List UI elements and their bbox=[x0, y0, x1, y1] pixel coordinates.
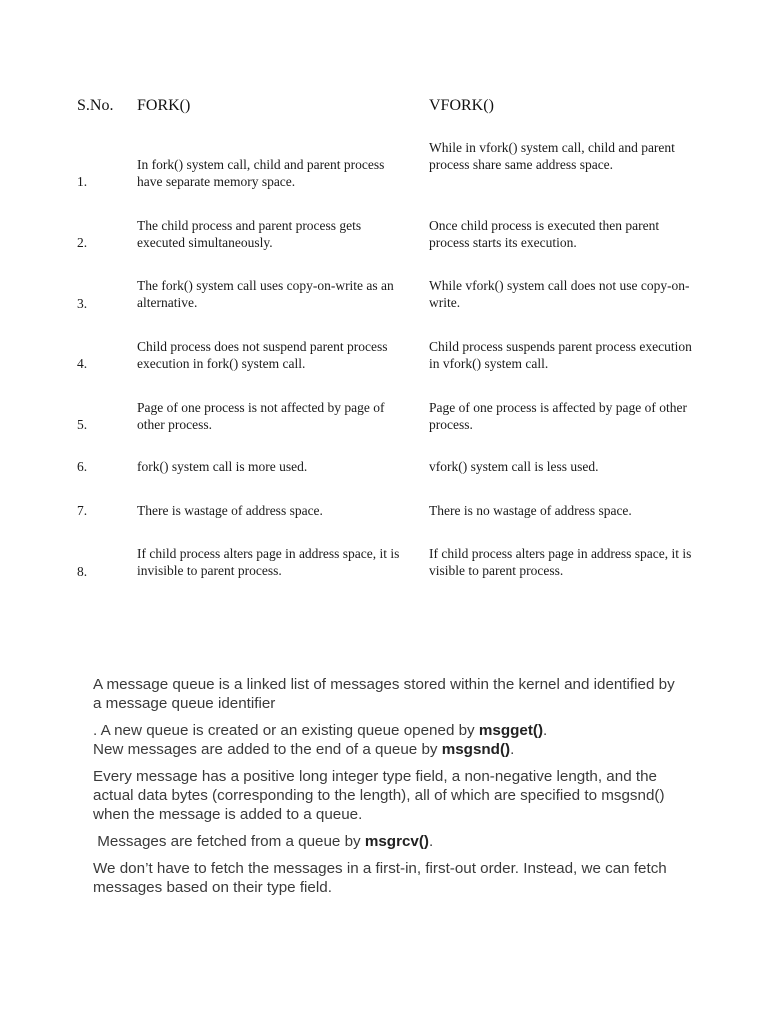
note-text: Messages are fetched from a queue by bbox=[93, 833, 365, 850]
fork-cell: If child process alters page in address space, it is invisible to parent process. bbox=[137, 546, 400, 578]
vfork-cell: While in vfork() system call, child and parent process share same address space. bbox=[429, 140, 675, 172]
note-text: New messages are added to the end of a queue by bbox=[93, 741, 442, 758]
message-queue-notes bbox=[93, 675, 683, 905]
fork-cell: There is wastage of address space. bbox=[137, 503, 323, 518]
note-paragraph: A message queue is a linked list of messages stored within the kernel and identified by a message queue identifier bbox=[93, 676, 675, 712]
vfork-cell: Once child process is executed then parent process starts its execution. bbox=[429, 218, 660, 250]
header-sno: S.No. bbox=[77, 97, 114, 114]
function-name: msgget() bbox=[478, 722, 543, 739]
row-number: 5. bbox=[77, 417, 88, 432]
row-number: 8. bbox=[77, 564, 88, 579]
row-number: 2. bbox=[77, 235, 88, 250]
row-number: 6. bbox=[77, 459, 88, 474]
note-paragraph: Every message has a positive long integer type field, a non-negative length, and the actual data bytes (corresponding to the length), all of which are specified to msgsnd() when the message is added to a queue. bbox=[93, 768, 665, 823]
fork-cell: The fork() system call uses copy-on-write as an alternative. bbox=[137, 278, 394, 310]
vfork-cell: vfork() system call is less used. bbox=[429, 459, 599, 474]
vfork-cell: While vfork() system call does not use copy-on-write. bbox=[429, 278, 690, 310]
vfork-cell: Page of one process is affected by page of other process. bbox=[429, 400, 688, 432]
vfork-cell: Child process suspends parent process execution in vfork() system call. bbox=[429, 339, 692, 371]
function-name: msgsnd() bbox=[441, 741, 511, 758]
note-text: . bbox=[510, 741, 515, 758]
function-name: msgrcv() bbox=[364, 833, 429, 850]
note-text: . A new queue is created or an existing queue opened by bbox=[93, 722, 479, 739]
vfork-cell: If child process alters page in address space, it is visible to parent process. bbox=[429, 546, 692, 578]
fork-cell: Child process does not suspend parent process execution in fork() system call. bbox=[137, 339, 388, 371]
row-number: 3. bbox=[77, 296, 88, 311]
row-number: 1. bbox=[77, 174, 88, 189]
fork-cell: In fork() system call, child and parent process have separate memory space. bbox=[137, 157, 385, 189]
fork-cell: fork() system call is more used. bbox=[137, 459, 308, 474]
header-fork: FORK() bbox=[137, 97, 191, 114]
row-number: 4. bbox=[77, 356, 88, 371]
note-text: . bbox=[543, 722, 548, 739]
vfork-cell: There is no wastage of address space. bbox=[429, 503, 632, 518]
note-paragraph: We don’t have to fetch the messages in a first-in, first-out order. Instead, we can fetch messages based on their type field. bbox=[93, 860, 667, 896]
note-text: . bbox=[429, 833, 434, 850]
note-paragraph bbox=[93, 832, 683, 851]
note-paragraph bbox=[93, 721, 683, 759]
header-vfork: VFORK() bbox=[429, 97, 494, 114]
row-number: 7. bbox=[77, 503, 88, 518]
fork-cell: Page of one process is not affected by page of other process. bbox=[137, 400, 385, 432]
fork-cell: The child process and parent process gets executed simultaneously. bbox=[137, 218, 362, 250]
